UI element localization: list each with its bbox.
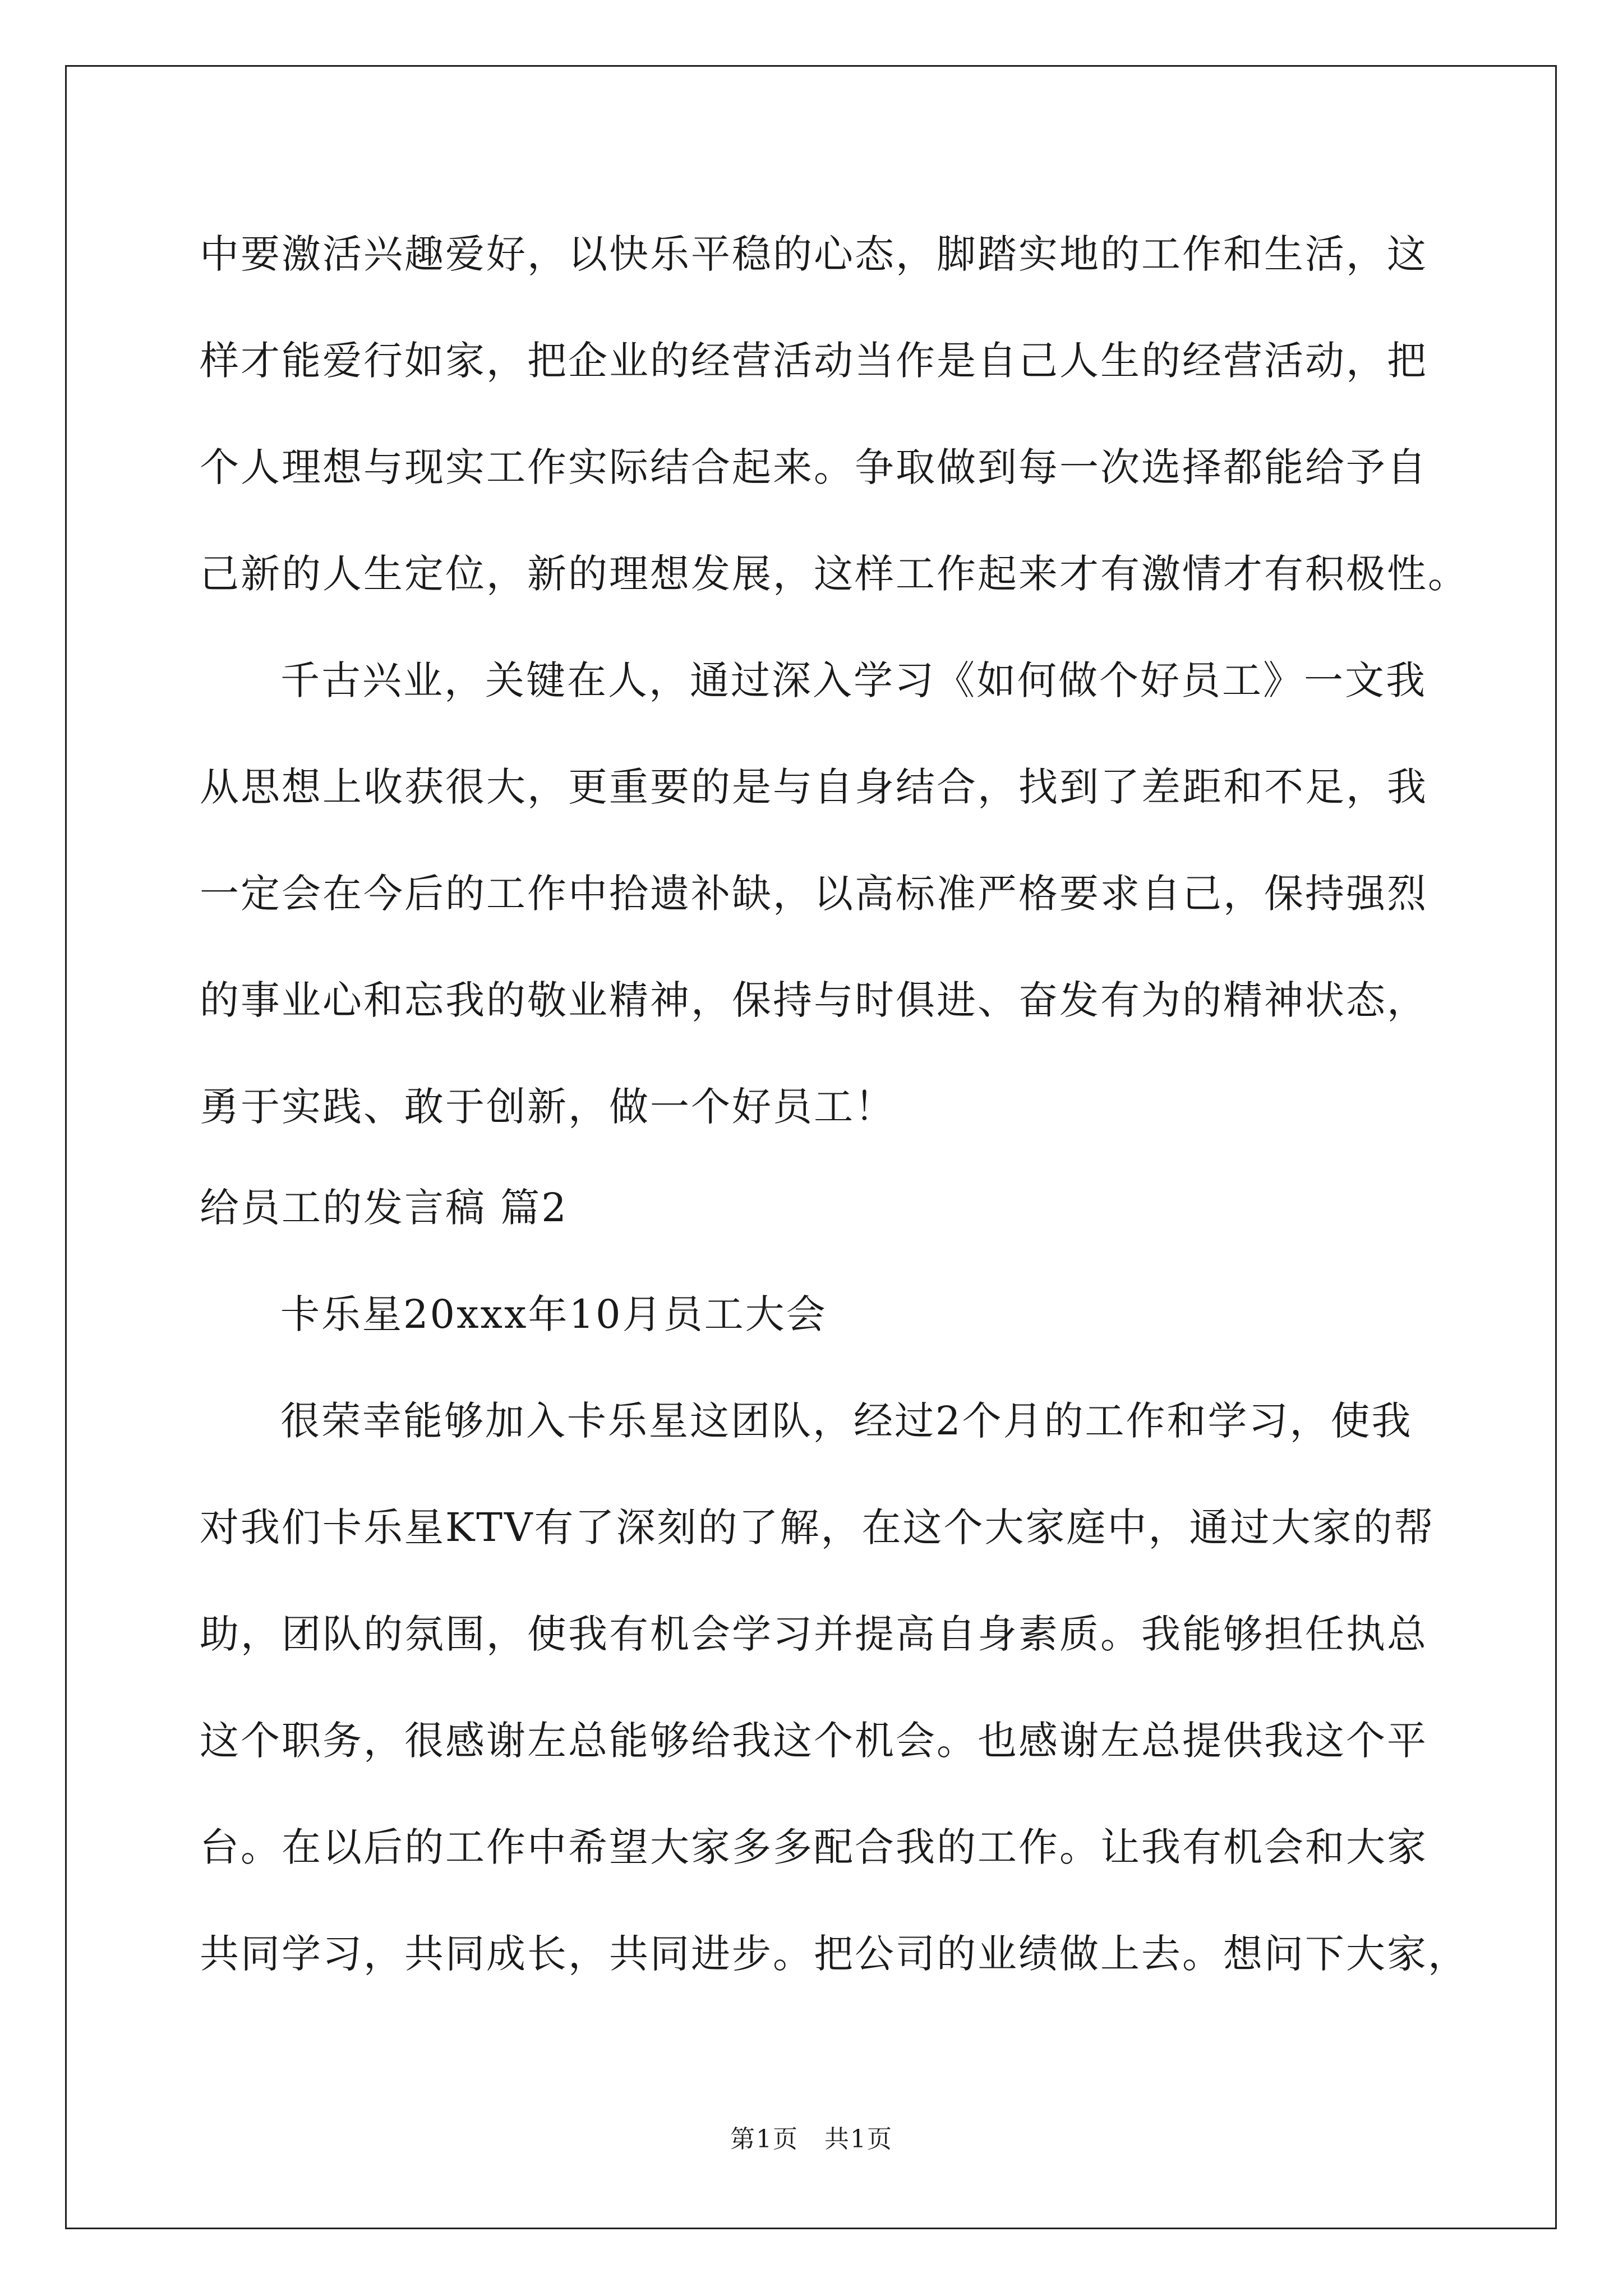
body-line-15: 这个职务，很感谢左总能够给我这个机会。也感谢左总提供我这个平 — [200, 1718, 1428, 1764]
body-line-8: 的事业心和忘我的敬业精神，保持与时俱进、奋发有为的精神状态， — [200, 977, 1428, 1023]
body-line-2: 样才能爱行如家，把企业的经营活动当作是自己人生的经营活动，把 — [200, 338, 1428, 384]
body-line-1: 中要激活兴趣爱好，以快乐平稳的心态，脚踏实地的工作和生活，这 — [200, 231, 1428, 277]
body-line-17: 共同学习，共同成长，共同进步。把公司的业绩做上去。想问下大家， — [200, 1931, 1469, 1977]
meeting-title: 卡乐星20xxx年10月员工大会 — [280, 1291, 827, 1337]
page-number-footer: 第1页 共1页 — [730, 2125, 893, 2154]
body-line-13: 对我们卡乐星KTV有了深刻的了解，在这个大家庭中，通过大家的帮 — [200, 1504, 1435, 1550]
body-line-3: 个人理想与现实工作实际结合起来。争取做到每一次选择都能给予自 — [200, 444, 1428, 490]
body-line-12: 很荣幸能够加入卡乐星这团队，经过2个月的工作和学习，使我 — [280, 1398, 1413, 1444]
body-line-14: 助，团队的氛围，使我有机会学习并提高自身素质。我能够担任执总 — [200, 1611, 1428, 1657]
section-heading: 给员工的发言稿 篇2 — [200, 1185, 568, 1231]
body-line-4: 己新的人生定位，新的理想发展，这样工作起来才有激情才有积极性。 — [200, 551, 1469, 597]
body-line-6: 从思想上收获很大，更重要的是与自身结合，找到了差距和不足，我 — [200, 764, 1428, 810]
body-line-16: 台。在以后的工作中希望大家多多配合我的工作。让我有机会和大家 — [200, 1824, 1428, 1870]
body-line-5: 千古兴业，关键在人，通过深入学习《如何做个好员工》一文我 — [280, 657, 1427, 703]
body-line-7: 一定会在今后的工作中拾遗补缺，以高标准严格要求自己，保持强烈 — [200, 871, 1428, 917]
body-line-9: 勇于实践、敢于创新，做一个好员工！ — [200, 1084, 896, 1130]
page-border — [65, 65, 1557, 2229]
